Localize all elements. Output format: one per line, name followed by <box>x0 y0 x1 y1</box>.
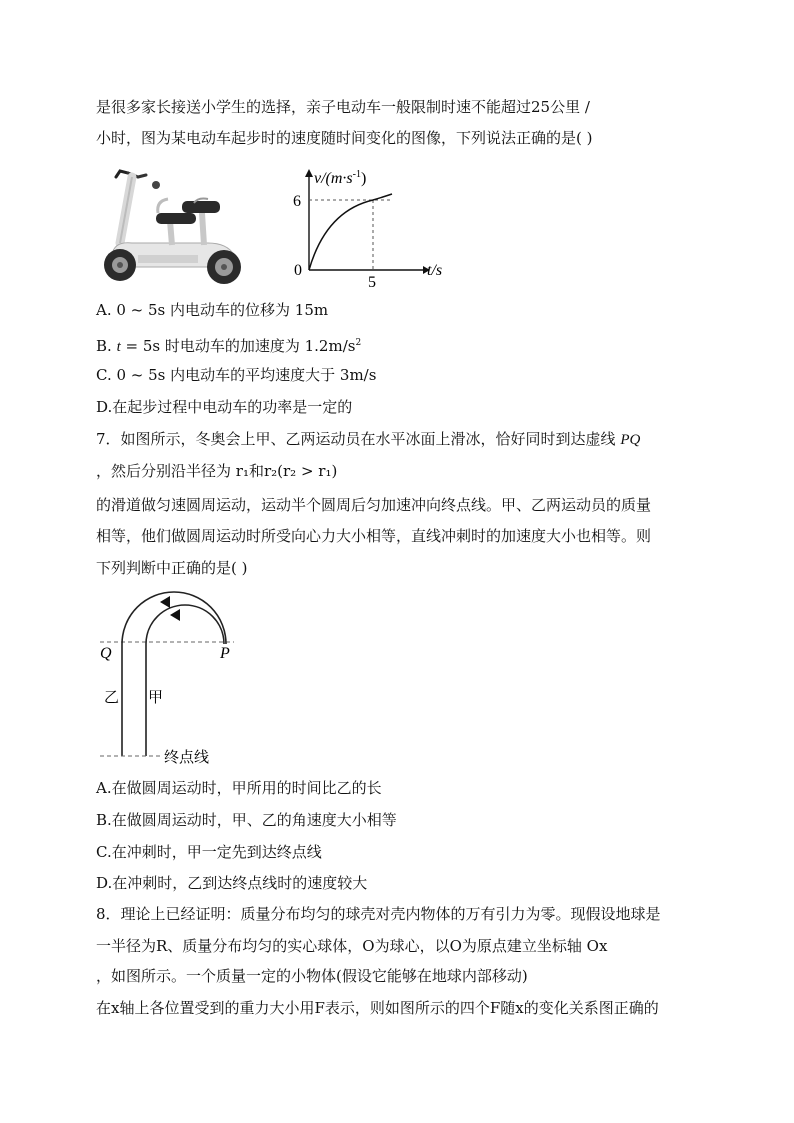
q6-option-c: C. 0 ~ 5s 内电动车的平均速度大于 3m/s <box>96 366 377 384</box>
q7-text-line-1: 7．如图所示，冬奥会上甲、乙两运动员在水平冰面上滑冰，恰好同时到达虚线 PQ <box>96 430 641 448</box>
q6-text-line-1: 是很多家长接送小学生的选择，亲子电动车一般限制时速不能超过25公里 / <box>96 98 590 116</box>
outer-direction-arrow-icon <box>160 596 170 608</box>
electric-scooter-picture <box>98 163 250 287</box>
q7-text-line-3: 的滑道做匀速圆周运动，运动半个圆周后匀加速冲向终点线。甲、乙两运动员的质量 <box>96 496 652 514</box>
q8-text-line-1: 8．理论上已经证明：质量分布均匀的球壳对壳内物体的万有引力为零。现假设地球是 <box>96 905 661 923</box>
q6-option-d: D.在起步过程中电动车的功率是一定的 <box>96 398 353 416</box>
track-jia-label: 甲 <box>148 690 164 706</box>
inner-track-jia <box>146 605 224 756</box>
graph-origin-label: 0 <box>294 262 302 279</box>
graph-x-axis-label: t/s <box>427 262 443 279</box>
graph-x-tick-5: 5 <box>368 274 376 291</box>
q8-text-line-3: ，如图所示。一个质量一定的小物体(假设它能够在地球内部移动) <box>96 967 528 985</box>
q6-option-b: B. t = 5s 时电动车的加速度为 $1.2m/s^2$ <box>96 337 362 355</box>
q7-text-line-2: ，然后分别沿半径为 r₁和r₂(r₂ > r₁) <box>96 462 338 480</box>
graph-y-axis-label: $v/(m\cdot s^{-1})$ <box>314 169 367 187</box>
inner-direction-arrow-icon <box>170 609 180 621</box>
q7-option-b: B.在做圆周运动时，甲、乙的角速度大小相等 <box>96 811 397 829</box>
skating-track-figure <box>94 586 254 776</box>
point-q-label: Q <box>100 645 112 662</box>
q8-text-line-2: 一半径为R、质量分布均匀的实心球体，O为球心，以O为原点建立坐标轴 Ox <box>96 937 608 955</box>
graph-velocity-curve <box>309 194 392 270</box>
graph-y-tick-6: 6 <box>293 193 301 210</box>
q7-option-d: D.在冲刺时，乙到达终点线时的速度较大 <box>96 874 368 892</box>
velocity-time-graph <box>288 163 458 291</box>
graph-y-axis-arrow <box>305 169 313 177</box>
finish-line-label: 终点线 <box>164 750 210 766</box>
q7-option-c: C.在冲刺时，甲一定先到达终点线 <box>96 843 322 861</box>
q6-text-line-2: 小时，图为某电动车起步时的速度随时间变化的图像，下列说法正确的是( ) <box>96 129 593 147</box>
q7-text-line-4: 相等，他们做圆周运动时所受向心力大小相等，直线冲刺时的加速度大小也相等。则 <box>96 527 652 545</box>
q6-option-a: A. 0 ~ 5s 内电动车的位移为 15m <box>96 301 329 319</box>
track-yi-label: 乙 <box>104 690 120 706</box>
point-p-label: P <box>220 645 230 662</box>
q7-option-a: A.在做圆周运动时，甲所用的时间比乙的长 <box>96 779 382 797</box>
q8-text-line-4: 在x轴上各位置受到的重力大小用F表示，则如图所示的四个F随x的变化关系图正确的 <box>96 999 659 1017</box>
q7-text-line-5: 下列判断中正确的是( ) <box>96 559 248 577</box>
